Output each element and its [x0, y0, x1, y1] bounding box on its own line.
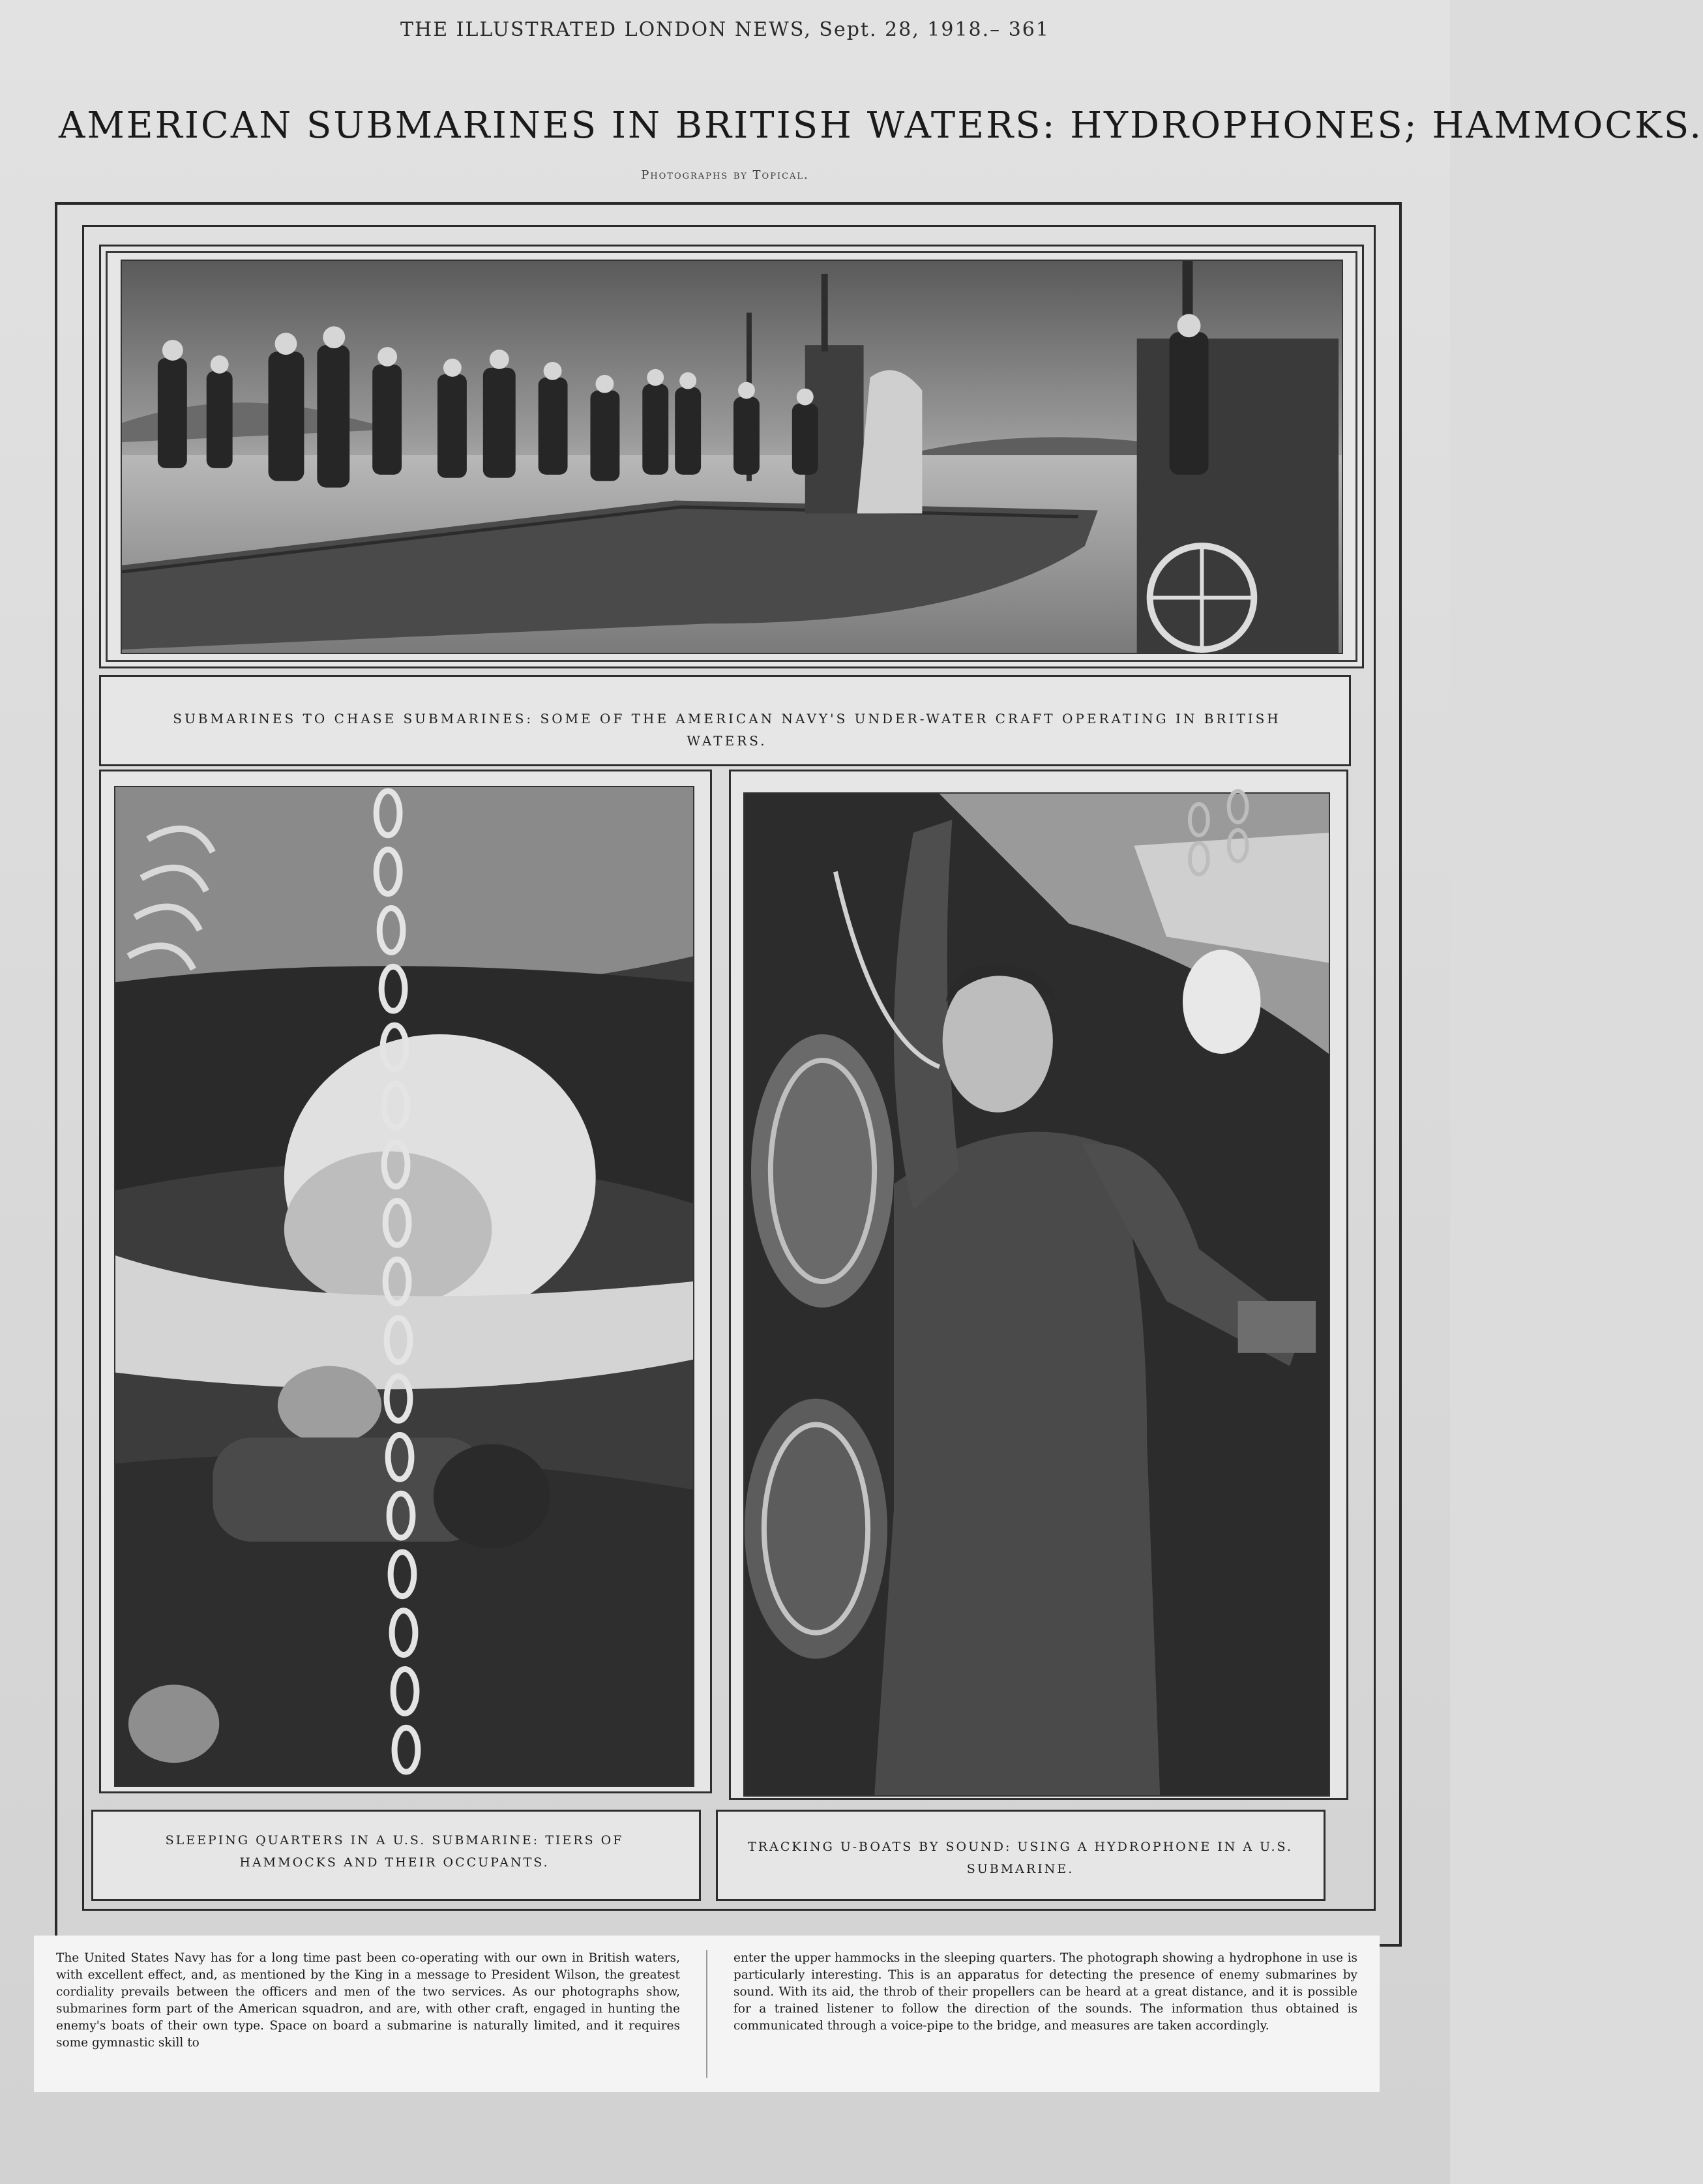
photo-credit: Photographs by Topical.	[641, 168, 809, 182]
page-title: AMERICAN SUBMARINES IN BRITISH WATERS: HYDROPHONES; HAMMOCKS.	[59, 104, 1703, 147]
article-column-1: The United States Navy has for a long time past been co-operating with our own in British waters, with excellent effect, and, as mentioned by the King in a message to President Wilson, the greatest cordiality prevails between the officers and men of the two services. As our photographs show, submarines form part of the American squadron, and are, with other craft, engaged in hunting the enemy's boats of their own type. Space on board a submarine is naturally limited, and it requires some gymnastic skill to	[56, 1951, 680, 2050]
submarine-crew-photo	[121, 260, 1343, 654]
right-caption: TRACKING U-BOATS BY SOUND: USING A HYDROPHONE IN A U.S. SUBMARINE.	[748, 1840, 1293, 1876]
top-caption: SUBMARINES TO CHASE SUBMARINES: SOME OF THE AMERICAN NAVY'S UNDER-WATER CRAFT OPERATING IN BRITISH WATERS.	[173, 711, 1281, 749]
hammocks-photo	[114, 786, 694, 1787]
running-head: THE ILLUSTRATED LONDON NEWS, Sept. 28, 1918.– 361	[400, 18, 1050, 41]
article-body	[34, 1936, 1380, 2092]
column-divider	[706, 1950, 707, 2078]
left-caption: SLEEPING QUARTERS IN A U.S. SUBMARINE: TIERS OF HAMMOCKS AND THEIR OCCUPANTS.	[165, 1833, 624, 1870]
article-column-2: enter the upper hammocks in the sleeping quarters. The photograph showing a hydrophone in use is particularly interesting. This is an apparatus for detecting the presence of enemy submarines by sound. With its aid, the throb of their propellers can be heard at a great distance, and it is possible for a trained listener to follow the direction of the sounds. The information thus obtained is communicated through a voice-pipe to the bridge, and measures are taken accordingly.	[733, 1951, 1357, 2033]
hydrophone-photo	[743, 792, 1330, 1797]
